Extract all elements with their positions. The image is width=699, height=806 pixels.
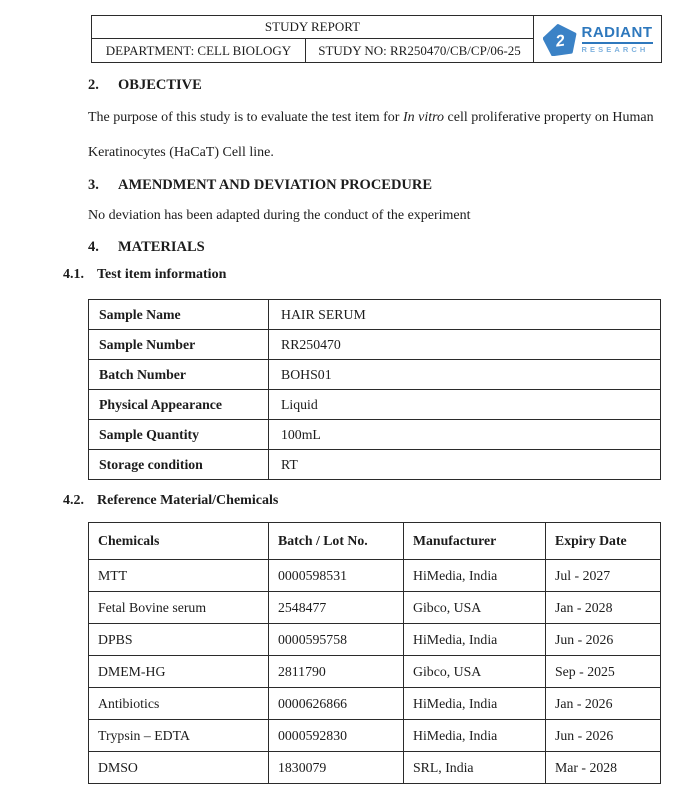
column-header-batch: Batch / Lot No.: [269, 523, 404, 559]
column-header-expiry: Expiry Date: [555, 533, 627, 548]
row-label: Sample Name: [89, 300, 269, 329]
logo-brand-subtitle: RESEARCH: [581, 44, 649, 54]
objective-text-italic: In vitro: [402, 110, 445, 125]
cell-chemical: Trypsin – EDTA: [89, 720, 269, 751]
badge-glyph: 2: [554, 31, 566, 51]
objective-paragraph-line2: Keratinocytes (HaCaT) Cell line.: [88, 145, 274, 160]
section-title: AMENDMENT AND DEVIATION PROCEDURE: [118, 177, 433, 193]
table-row: [89, 450, 660, 479]
objective-paragraph-line1: [88, 110, 654, 126]
row-value: Liquid: [281, 396, 318, 412]
row-value: BOHS01: [281, 366, 332, 382]
table-row: [89, 390, 660, 420]
row-value: RR250470: [281, 336, 341, 352]
section-title: Reference Material/Chemicals: [97, 493, 279, 508]
cell-batch: 0000626866: [269, 688, 404, 719]
study-report-title: STUDY REPORT: [92, 16, 533, 39]
cell-chemical: DMEM-HG: [89, 656, 269, 687]
cell-expiry: Jun - 2026: [555, 631, 614, 647]
objective-text-post: cell proliferative property on Human: [444, 110, 654, 125]
logo-text: [582, 25, 653, 53]
cell-chemical: Antibiotics: [89, 688, 269, 719]
row-label: Storage condition: [89, 450, 269, 479]
row-label: Batch Number: [89, 360, 269, 389]
cell-chemical: DPBS: [89, 624, 269, 655]
section-number: 4.: [88, 239, 99, 255]
row-value: RT: [281, 456, 298, 472]
radiant-badge-icon: [543, 23, 577, 56]
section-number: 3.: [88, 177, 99, 193]
table-header-row: [89, 523, 660, 560]
cell-manufacturer: Gibco, USA: [404, 656, 546, 687]
row-label: Sample Quantity: [89, 420, 269, 449]
row-value: HAIR SERUM: [281, 306, 366, 322]
chemicals-table: [88, 522, 661, 784]
table-row: [89, 624, 660, 656]
cell-batch: 2548477: [269, 592, 404, 623]
cell-manufacturer: HiMedia, India: [404, 560, 546, 591]
row-value: 100mL: [281, 426, 321, 442]
cell-expiry: Sep - 2025: [555, 663, 615, 679]
table-row: [89, 752, 660, 783]
section-heading-chemicals: [63, 493, 278, 509]
section-heading-amendment: [88, 177, 432, 194]
section-number: 4.1.: [63, 267, 84, 282]
radiant-logo: [533, 16, 661, 62]
cell-expiry: Jan - 2026: [555, 695, 613, 711]
section-heading-materials: [88, 239, 205, 256]
table-row: [89, 720, 660, 752]
section-number: 4.2.: [63, 493, 84, 508]
section-title: Test item information: [97, 267, 227, 282]
section-heading-test-item: [63, 267, 226, 283]
section-title: MATERIALS: [118, 239, 205, 255]
table-row: [89, 560, 660, 592]
logo-brand-name: RADIANT: [582, 25, 653, 44]
department-cell: DEPARTMENT: CELL BIOLOGY: [92, 39, 306, 62]
row-label: Physical Appearance: [89, 390, 269, 419]
table-row: [89, 592, 660, 624]
table-row: [89, 300, 660, 330]
row-label: Sample Number: [89, 330, 269, 359]
section-heading-objective: [88, 77, 202, 94]
table-row: [89, 330, 660, 360]
cell-batch: 2811790: [269, 656, 404, 687]
study-number-cell: STUDY NO: RR250470/CB/CP/06-25: [318, 42, 521, 58]
report-header-table: [91, 15, 662, 63]
section-title: OBJECTIVE: [118, 77, 202, 93]
cell-manufacturer: Gibco, USA: [404, 592, 546, 623]
cell-expiry: Jan - 2028: [555, 599, 613, 615]
cell-manufacturer: HiMedia, India: [404, 624, 546, 655]
table-row: [89, 420, 660, 450]
table-row: [89, 656, 660, 688]
cell-batch: 0000592830: [269, 720, 404, 751]
column-header-chemicals: Chemicals: [89, 523, 269, 559]
cell-batch: 0000598531: [269, 560, 404, 591]
cell-expiry: Mar - 2028: [555, 759, 618, 775]
objective-text-pre: The purpose of this study is to evaluate the test item for: [88, 110, 403, 125]
test-item-table: [88, 299, 661, 480]
cell-manufacturer: HiMedia, India: [404, 688, 546, 719]
table-row: [89, 688, 660, 720]
column-header-manufacturer: Manufacturer: [404, 523, 546, 559]
cell-chemical: MTT: [89, 560, 269, 591]
amendment-paragraph: No deviation has been adapted during the conduct of the experiment: [88, 208, 471, 223]
cell-manufacturer: SRL, India: [404, 752, 546, 783]
cell-chemical: Fetal Bovine serum: [89, 592, 269, 623]
table-row: [89, 360, 660, 390]
cell-expiry: Jul - 2027: [555, 567, 611, 583]
section-number: 2.: [88, 77, 99, 93]
cell-chemical: DMSO: [89, 752, 269, 783]
cell-batch: 0000595758: [269, 624, 404, 655]
cell-batch: 1830079: [269, 752, 404, 783]
cell-expiry: Jun - 2026: [555, 727, 614, 743]
cell-manufacturer: HiMedia, India: [404, 720, 546, 751]
